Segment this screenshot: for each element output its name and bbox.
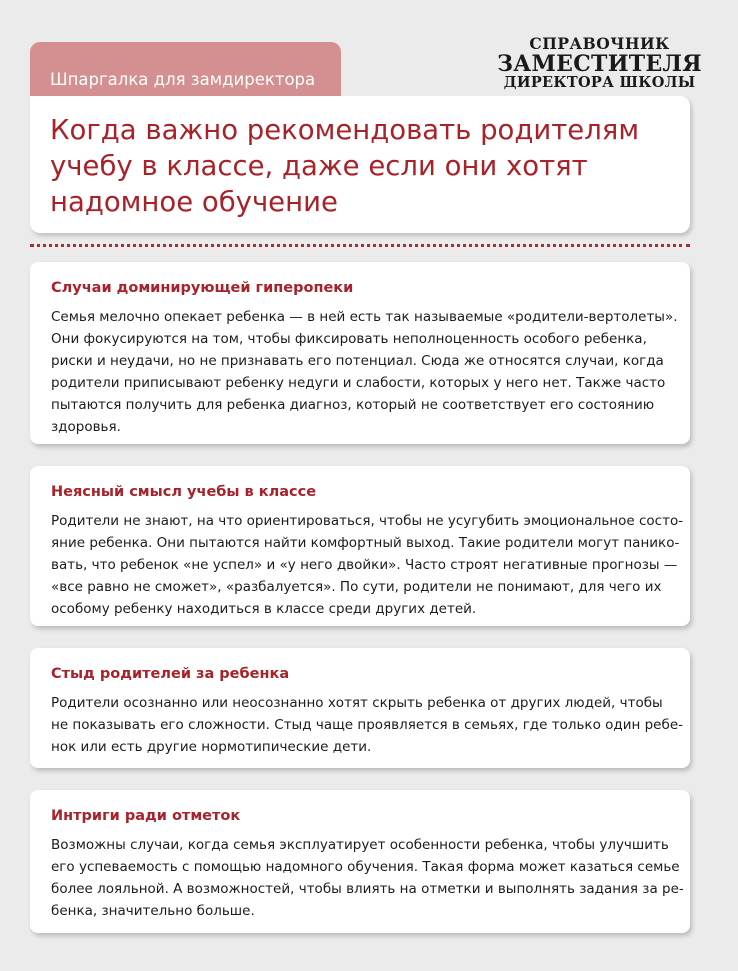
text-line: Семья мелочно опекает ребенка — в ней есть так называемые «родители-вертолеты». [51,309,678,325]
section-heading: Стыд родителей за ребенка [51,666,290,682]
text-line: Родители осознанно или неосознанно хотят скрыть ребенка от других людей, чтобы [51,695,663,711]
text-line: не показывать его сложности. Стыд чаще проявляется в семьях, где только один ребе- [51,717,683,733]
section-card-parental-shame [30,648,690,768]
dotted-divider [30,244,690,247]
text-line: вать, что ребенок «не успел» и «у него двойки». Часто строят негативные прогнозы — [51,557,678,573]
text-line: Они фокусируются на том, чтобы фиксировать неполноценность особого ребенка, [51,331,647,347]
section-tag [30,42,341,100]
text-line: яние ребенка. Они пытаются найти комфортный выход. Такие родители могут панико- [51,535,680,551]
text-line: Возможны случаи, когда семья эксплуатирует особенности ребенка, чтобы улучшить [51,837,669,853]
text-line: «все равно не сможет», «разбалуется». По сути, родители не понимают, для чего их [51,579,662,595]
section-heading: Случаи доминирующей гиперопеки [51,280,354,296]
text-line: здоровья. [51,419,121,435]
section-tag-label: Шпаргалка для замдиректора [50,70,316,89]
text-line: Родители не знают, на что ориентироваться, чтобы не усугубить эмоциональное состо- [51,513,684,529]
publication-logo [497,36,702,90]
text-line: пытаются получить для ребенка диагноз, который не соответствует его состоянию [51,397,655,413]
text-line: его успеваемость с помощью надомного обучения. Такая форма может казаться семье [51,859,680,875]
logo-line-3: ДИРЕКТОРА ШКОЛЫ [503,73,696,91]
text-line: более лояльной. А возможностей, чтобы влиять на отметки и выполнять задания за ре- [51,881,684,897]
section-card-grade-intrigues [30,790,690,933]
section-card-hyper-care [30,262,690,444]
text-line: родители приписывают ребенку недуги и слабости, которых у него нет. Также часто [51,375,666,391]
title-line-2: учебу в классе, даже если они хотят [50,150,588,182]
text-line: особому ребенку находиться в классе среди других детей. [51,601,477,617]
section-text [51,692,683,758]
section-heading: Интриги ради отметок [51,808,241,824]
title-card [30,96,690,233]
text-line: бенка, значительно больше. [51,903,255,919]
section-text [51,306,678,438]
section-card-unclear-meaning [30,466,690,626]
section-text [51,510,684,620]
text-line: нок или есть другие нормотипические дети. [51,739,372,755]
section-heading: Неясный смысл учебы в классе [51,484,317,500]
text-line: риски и неудачи, но не признавать его потенциал. Сюда же относятся случаи, когда [51,353,664,369]
title-line-3: надомное обучение [50,186,338,218]
logo-line-1: СПРАВОЧНИК [529,34,670,53]
title-line-1: Когда важно рекомендовать родителям [50,114,640,146]
page-title [50,112,670,220]
section-text [51,834,684,922]
logo-line-2: ЗАМЕСТИТЕЛЯ [497,50,702,77]
